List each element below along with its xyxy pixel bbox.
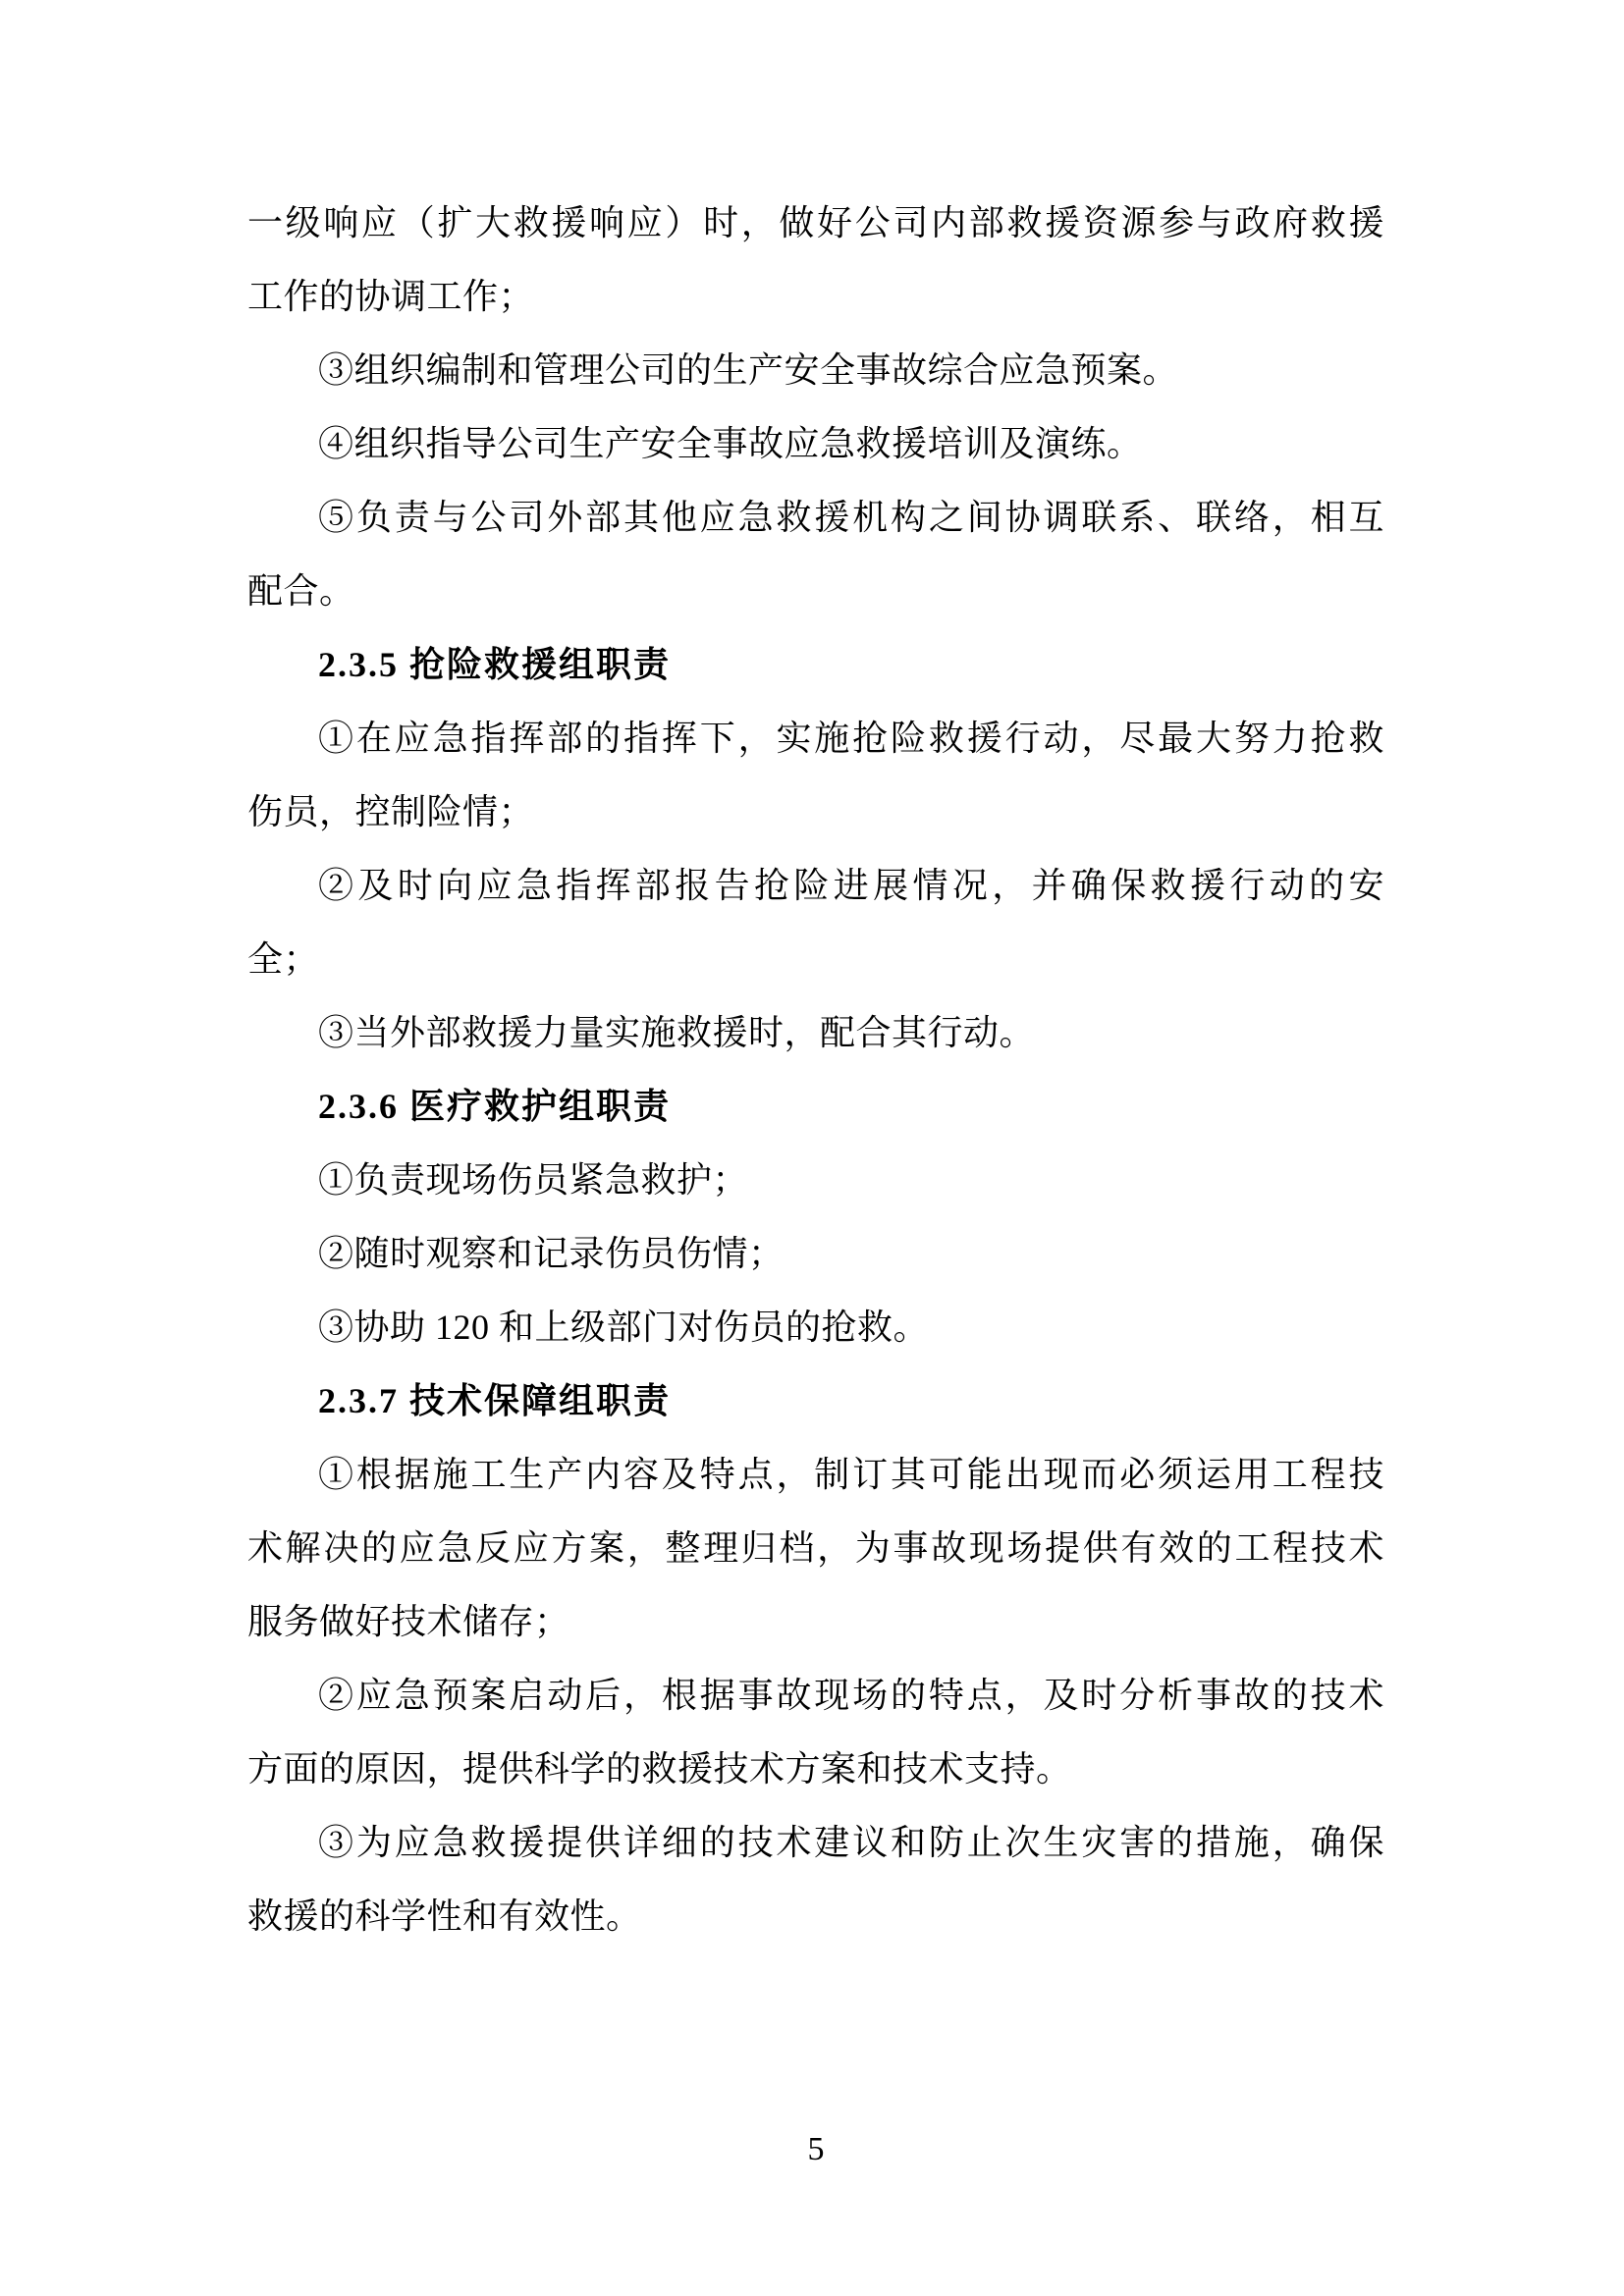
body-line: 工作的协调工作；: [247, 277, 535, 316]
body-line: 术解决的应急反应方案，整理归档，为事故现场提供有效的工程技术: [247, 1528, 1384, 1568]
body-line: ⑤负责与公司外部其他应急救援机构之间协调联系、联络，相互: [318, 498, 1384, 537]
body-line: ④组织指导公司生产安全事故应急救援培训及演练。: [318, 424, 1143, 463]
body-line: 伤员，控制险情；: [247, 792, 535, 831]
section-heading: 2.3.7 技术保障组职责: [318, 1381, 672, 1420]
body-line: 方面的原因，提供科学的救援技术方案和技术支持。: [247, 1749, 1072, 1789]
body-line: ②随时观察和记录伤员伤情；: [318, 1234, 785, 1273]
document-body: [247, 187, 1384, 1953]
body-line: ③当外部救援力量实施救援时，配合其行动。: [318, 1013, 1036, 1052]
body-line: 救援的科学性和有效性。: [247, 1896, 642, 1936]
body-line: ①在应急指挥部的指挥下，实施抢险救援行动，尽最大努力抢救: [318, 719, 1384, 758]
body-line: 服务做好技术储存；: [247, 1602, 570, 1641]
page-number: 5: [807, 2131, 825, 2167]
body-line: 一级响应（扩大救援响应）时，做好公司内部救援资源参与政府救援: [247, 203, 1384, 242]
body-line: 全；: [247, 939, 320, 979]
section-heading: 2.3.6 医疗救护组职责: [318, 1087, 672, 1126]
body-line: ③协助 120 和上级部门对伤员的抢救。: [318, 1308, 930, 1347]
body-line: ③为应急救援提供详细的技术建议和防止次生灾害的措施，确保: [318, 1823, 1384, 1862]
body-line: 配合。: [247, 571, 355, 611]
body-line: ②及时向应急指挥部报告抢险进展情况，并确保救援行动的安: [318, 866, 1384, 905]
body-line: ①根据施工生产内容及特点，制订其可能出现而必须运用工程技: [318, 1455, 1384, 1494]
body-line: ②应急预案启动后，根据事故现场的特点，及时分析事故的技术: [318, 1676, 1384, 1715]
body-line: ①负责现场伤员紧急救护；: [318, 1160, 749, 1200]
body-line: ③组织编制和管理公司的生产安全事故综合应急预案。: [318, 350, 1179, 390]
section-heading: 2.3.5 抢险救援组职责: [318, 645, 672, 684]
